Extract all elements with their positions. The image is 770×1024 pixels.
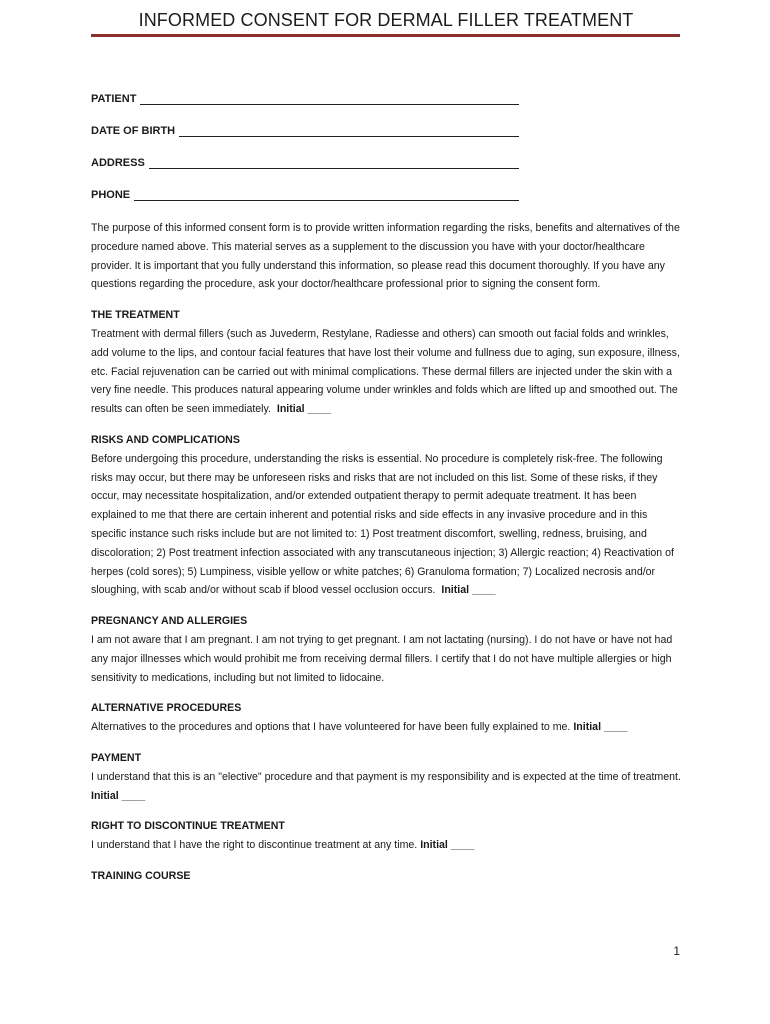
initial-risks[interactable]: Initial ____ [441, 584, 496, 597]
section-payment [91, 749, 683, 805]
alternatives-text: Alternatives to the procedures and options that I have volunteered for have been fully explained to me. [91, 721, 571, 734]
section-heading-training: TRAINING COURSE [91, 869, 191, 882]
page-title: INFORMED CONSENT FOR DERMAL FILLER TREATMENT [138, 10, 634, 30]
payment-text: I understand that this is an "elective" procedure and that payment is my responsibility and is expected at the time of treatment. [91, 770, 681, 783]
address-field[interactable] [91, 157, 531, 189]
initial-payment[interactable]: Initial ____ [91, 789, 146, 802]
address-label: ADDRESS [91, 157, 145, 169]
section-text-risks [91, 450, 683, 600]
section-text-alternatives [91, 718, 683, 737]
title-rule [91, 34, 680, 37]
discontinue-text: I understand that I have the right to discontinue treatment at any time. [91, 839, 418, 852]
patient-fields [91, 93, 531, 221]
section-heading-risks: RISKS AND COMPLICATIONS [91, 433, 240, 446]
section-text-treatment [91, 325, 683, 419]
section-text-pregnancy: I am not aware that I am pregnant. I am not trying to get pregnant. I am not lactating (nursing). I do not have or have not had any major illnesses which would prohibit me from receiving dermal fillers. I certify that I do not have multiple allergies or high sensitivity to medications, including but not limited to lidocaine. [91, 633, 673, 684]
consent-body [91, 219, 683, 886]
section-discontinue [91, 817, 683, 855]
section-text-payment [91, 768, 683, 806]
page-number: 1 [673, 944, 680, 958]
initial-treatment[interactable]: Initial ____ [276, 403, 332, 416]
section-alternatives [91, 699, 683, 737]
patient-line[interactable] [140, 93, 519, 105]
initial-alternatives[interactable]: Initial ____ [573, 721, 628, 734]
treatment-text: Treatment with dermal fillers (such as Juvederm, Restylane, Radiesse and others) can smooth out facial folds and wrinkles, add volume to the lips, and contour facial features that have lost their volume and fullness due to aging, sun exposure, illness, etc. Facial rejuvenation can be carried out with minimal complications. These dermal fillers are injected under the skin with a very fine needle. This produces natural appearing volume under wrinkles and folds which are lifted up and smoothed out. The results can often be seen immediately. [91, 327, 680, 416]
initial-discontinue[interactable]: Initial ____ [420, 839, 475, 852]
date-of-birth-label: DATE OF BIRTH [91, 125, 176, 137]
section-heading-discontinue: RIGHT TO DISCONTINUE TREATMENT [91, 820, 285, 833]
section-heading-alternatives: ALTERNATIVE PROCEDURES [91, 702, 242, 715]
section-training [91, 867, 683, 886]
patient-field[interactable] [91, 93, 531, 125]
risks-text: Before undergoing this procedure, understanding the risks is essential. No procedure is completely risk-free. The following risks may occur, but there may be unforeseen risks and risks that are not included on this list. Some of these risks, if they occur, may necessitate hospitalization, and/or extended outpatient therapy to permit adequate treatment. It has been explained to me that there are certain inherent and potential risks and side effects in any invasive procedure and in this specific instance such risks include but are not limited to: 1) Post treatment discomfort, swelling, redness, bruising, and discoloration; 2) Post treatment infection associated with any transcutaneous injection; 3) Allergic reaction; 4) Reactivation of herpes (cold sores); 5) Lumpiness, visible yellow or white patches; 6) Granuloma formation; 7) Localized necrosis and/or sloughing, with scab and/or without scab if blood vessel occlusion occurs. [91, 452, 674, 597]
section-heading-treatment: THE TREATMENT [91, 309, 180, 322]
section-heading-payment: PAYMENT [91, 751, 142, 764]
date-of-birth-field[interactable] [91, 125, 531, 157]
section-treatment [91, 306, 683, 419]
section-pregnancy [91, 612, 683, 687]
section-text-discontinue [91, 836, 683, 855]
phone-line[interactable] [134, 189, 519, 201]
patient-label: PATIENT [91, 93, 137, 105]
section-risks [91, 431, 683, 600]
section-heading-pregnancy: PREGNANCY AND ALLERGIES [91, 615, 248, 628]
date-of-birth-line[interactable] [179, 125, 519, 137]
intro-paragraph: The purpose of this informed consent form is to provide written information regarding the risks, benefits and alternatives of the procedure named above. This material serves as a supplement to the discussion you have with your doctor/healthcare provider. It is important that you fully understand this information, so please read this document thoroughly. If you have any questions regarding the procedure, ask your doctor/healthcare professional prior to signing the consent form. [91, 222, 680, 291]
address-line[interactable] [149, 157, 519, 169]
phone-field[interactable] [91, 189, 531, 221]
phone-label: PHONE [91, 189, 131, 201]
